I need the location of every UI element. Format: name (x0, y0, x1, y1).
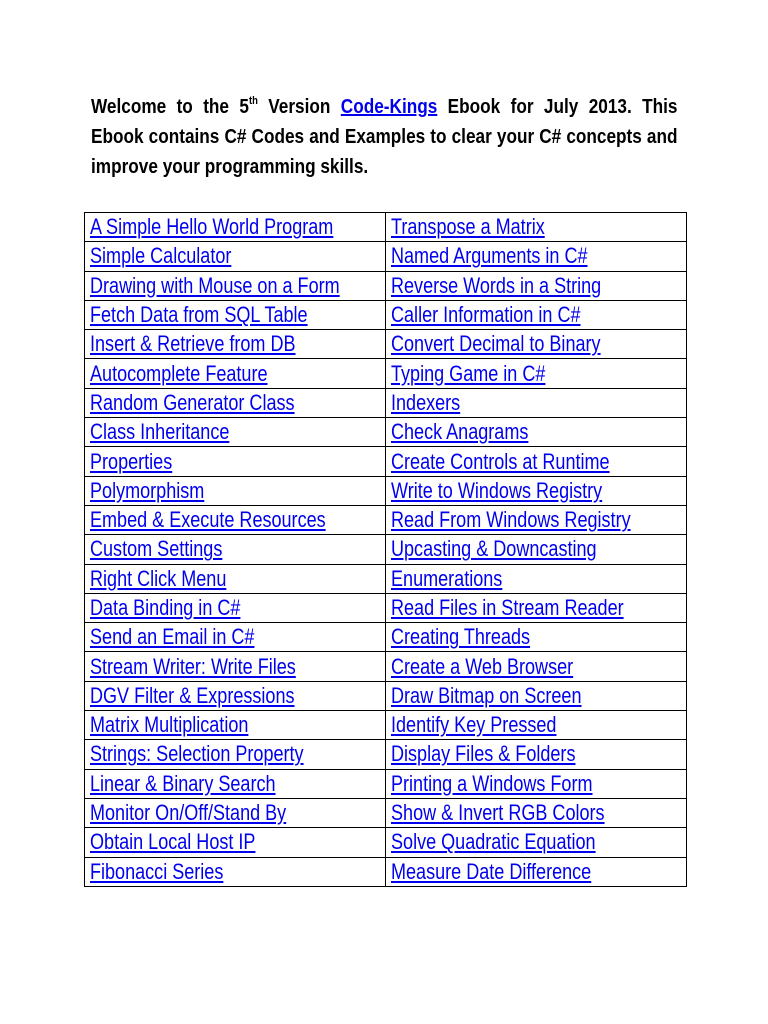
table-row (85, 300, 687, 329)
table-row (85, 505, 687, 534)
topic-link[interactable]: Stream Writer: Write Files (90, 653, 296, 679)
table-row (85, 623, 687, 652)
topic-link[interactable]: Upcasting & Downcasting (391, 536, 597, 562)
table-row (85, 593, 687, 622)
table-cell (85, 769, 386, 798)
table-cell (85, 593, 386, 622)
table-row (85, 769, 687, 798)
intro-rest: Ebook for July 2013. This Ebook contains C# Codes and Examples to clear your C# concepts and improve your programming skills. (91, 96, 678, 178)
table-cell (85, 242, 386, 271)
table-row (85, 330, 687, 359)
table-cell (386, 681, 687, 710)
topic-link[interactable]: Obtain Local Host IP (90, 829, 256, 855)
table-row (85, 740, 687, 769)
table-cell (386, 476, 687, 505)
topic-link[interactable]: Show & Invert RGB Colors (391, 800, 605, 826)
table-cell (386, 623, 687, 652)
topic-link[interactable]: Write to Windows Registry (391, 477, 603, 503)
table-cell (386, 271, 687, 300)
table-row (85, 564, 687, 593)
table-row (85, 359, 687, 388)
topic-link[interactable]: Display Files & Folders (391, 741, 576, 767)
topic-link[interactable]: A Simple Hello World Program (90, 214, 334, 240)
table-row (85, 418, 687, 447)
topic-link[interactable]: Embed & Execute Resources (90, 507, 326, 533)
table-row (85, 711, 687, 740)
table-row (85, 535, 687, 564)
table-cell (85, 213, 386, 242)
table-cell (85, 271, 386, 300)
table-cell (386, 857, 687, 886)
table-cell (85, 857, 386, 886)
topic-link[interactable]: Class Inheritance (90, 419, 230, 445)
table-cell (386, 505, 687, 534)
table-cell (85, 505, 386, 534)
table-cell (386, 388, 687, 417)
topic-link[interactable]: Autocomplete Feature (90, 360, 268, 386)
table-row (85, 857, 687, 886)
contents-table-body (85, 213, 687, 887)
table-row (85, 447, 687, 476)
table-row (85, 388, 687, 417)
table-row (85, 798, 687, 827)
topic-link[interactable]: Named Arguments in C# (391, 243, 588, 269)
table-row (85, 271, 687, 300)
topic-link[interactable]: Caller Information in C# (391, 302, 581, 328)
table-cell (85, 535, 386, 564)
table-cell (386, 330, 687, 359)
table-cell (85, 300, 386, 329)
topic-link[interactable]: Drawing with Mouse on a Form (90, 272, 340, 298)
table-cell (85, 564, 386, 593)
table-cell (386, 564, 687, 593)
table-row (85, 681, 687, 710)
table-cell (386, 828, 687, 857)
topic-link[interactable]: Reverse Words in a String (391, 272, 602, 298)
topic-link[interactable]: Fibonacci Series (90, 858, 224, 884)
topic-link[interactable]: Linear & Binary Search (90, 770, 276, 796)
table-row (85, 242, 687, 271)
topic-link[interactable]: Solve Quadratic Equation (391, 829, 596, 855)
topic-link[interactable]: Fetch Data from SQL Table (90, 302, 308, 328)
table-cell (386, 535, 687, 564)
topic-link[interactable]: Polymorphism (90, 477, 205, 503)
topic-link[interactable]: Random Generator Class (90, 389, 295, 415)
table-cell (85, 388, 386, 417)
table-cell (386, 769, 687, 798)
topic-link[interactable]: Insert & Retrieve from DB (90, 331, 296, 357)
table-cell (386, 652, 687, 681)
table-cell (386, 359, 687, 388)
table-cell (386, 740, 687, 769)
topic-link[interactable]: Typing Game in C# (391, 360, 546, 386)
intro-version-word: Version (257, 96, 341, 118)
table-cell (386, 593, 687, 622)
topic-link[interactable]: Custom Settings (90, 536, 223, 562)
topic-link[interactable]: Indexers (391, 389, 461, 415)
table-cell (85, 681, 386, 710)
topic-link[interactable]: Properties (90, 448, 173, 474)
topic-link[interactable]: Strings: Selection Property (90, 741, 304, 767)
topic-link[interactable]: Measure Date Difference (391, 858, 592, 884)
table-cell (386, 418, 687, 447)
topic-link[interactable]: Send an Email in C# (90, 624, 255, 650)
table-cell (85, 740, 386, 769)
table-cell (85, 359, 386, 388)
table-cell (386, 711, 687, 740)
topic-link[interactable]: Create a Web Browser (391, 653, 574, 679)
table-row (85, 476, 687, 505)
intro-superscript: th (248, 95, 258, 107)
topic-link[interactable]: Transpose a Matrix (391, 214, 545, 240)
topic-link[interactable]: Draw Bitmap on Screen (391, 682, 582, 708)
table-row (85, 828, 687, 857)
table-cell (85, 476, 386, 505)
topic-link[interactable]: Convert Decimal to Binary (391, 331, 601, 357)
table-cell (85, 418, 386, 447)
table-row (85, 652, 687, 681)
table-cell (85, 711, 386, 740)
table-cell (85, 447, 386, 476)
intro-welcome: Welcome to the 5 (91, 96, 249, 118)
topic-link[interactable]: Matrix Multiplication (90, 712, 249, 738)
topic-link[interactable]: DGV Filter & Expressions (90, 682, 295, 708)
table-cell (85, 330, 386, 359)
topic-link[interactable]: Data Binding in C# (90, 595, 241, 620)
topic-link[interactable]: Printing a Windows Form (391, 770, 593, 796)
intro-paragraph (91, 92, 678, 182)
table-cell (85, 652, 386, 681)
table-cell (386, 213, 687, 242)
table-cell (386, 798, 687, 827)
contents-table (84, 212, 687, 887)
topic-link[interactable]: Enumerations (391, 565, 503, 591)
table-cell (85, 623, 386, 652)
table-cell (85, 828, 386, 857)
table-cell (386, 242, 687, 271)
topic-link[interactable]: Create Controls at Runtime (391, 448, 610, 474)
topic-link[interactable]: Right Click Menu (90, 565, 227, 591)
table-cell (386, 300, 687, 329)
topic-link[interactable]: Simple Calculator (90, 243, 232, 269)
code-kings-link[interactable]: Code-Kings (340, 96, 438, 118)
topic-link[interactable]: Monitor On/Off/Stand By (90, 800, 287, 826)
topic-link[interactable]: Read Files in Stream Reader (391, 595, 624, 620)
topic-link[interactable]: Identify Key Pressed (391, 712, 557, 738)
table-cell (85, 798, 386, 827)
topic-link[interactable]: Creating Threads (391, 624, 531, 650)
topic-link[interactable]: Read From Windows Registry (391, 507, 631, 533)
table-row (85, 213, 687, 242)
table-cell (386, 447, 687, 476)
topic-link[interactable]: Check Anagrams (391, 419, 529, 445)
